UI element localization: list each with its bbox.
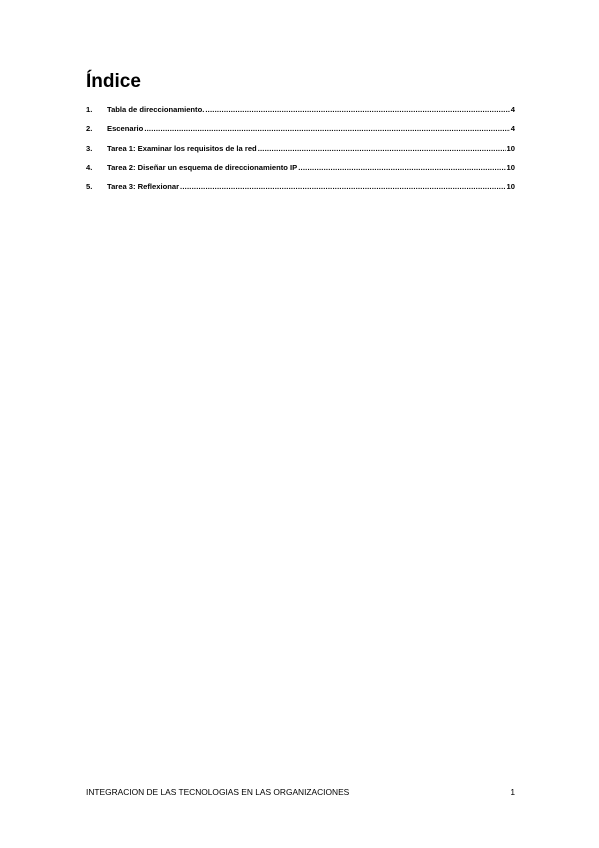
toc-entry-page: 10	[506, 143, 515, 153]
page-footer	[86, 786, 515, 798]
toc-entry-text: Escenario	[107, 124, 144, 134]
toc-entry[interactable]	[86, 162, 515, 181]
toc-entry-number: 4.	[86, 162, 93, 172]
toc-entry-text: Tabla de direccionamiento.	[107, 105, 205, 114]
toc-entry-number: 3.	[86, 143, 93, 153]
toc-entry-page: 4	[510, 105, 515, 114]
toc-entry-number: 1.	[86, 105, 93, 114]
toc-list	[86, 104, 515, 200]
toc-entry-page: 10	[506, 162, 515, 172]
toc-entry-text: Tarea 1: Examinar los requisitos de la red	[107, 143, 257, 153]
toc-entry-text: Tarea 2: Diseñar un esquema de direccionamiento IP	[107, 162, 298, 172]
toc-entry-text: Tarea 3: Reflexionar	[107, 182, 180, 192]
toc-dot-leader	[180, 181, 506, 193]
toc-entry[interactable]	[86, 123, 515, 142]
toc-entry[interactable]	[86, 104, 515, 123]
toc-dot-leader	[258, 143, 506, 155]
toc-title: Índice	[86, 71, 141, 92]
toc-entry-number: 5.	[86, 182, 93, 192]
toc-entry-page: 4	[510, 124, 515, 134]
footer-page-number: 1	[510, 787, 515, 797]
toc-dot-leader	[298, 162, 505, 174]
toc-entry-page: 10	[506, 182, 515, 192]
toc-entry[interactable]	[86, 143, 515, 162]
footer-text: INTEGRACION DE LAS TECNOLOGIAS EN LAS ORGANIZACIONES	[86, 787, 350, 797]
toc-dot-leader	[205, 104, 509, 116]
toc-entry[interactable]	[86, 181, 515, 200]
toc-entry-number: 2.	[86, 124, 93, 134]
toc-dot-leader	[144, 123, 509, 135]
